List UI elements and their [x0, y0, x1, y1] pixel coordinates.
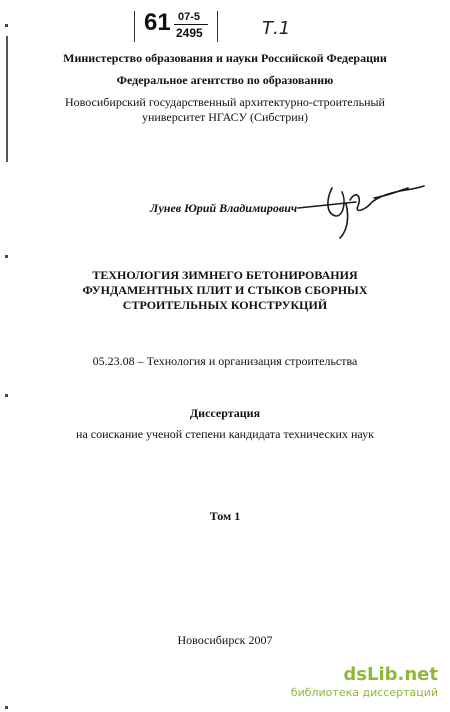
dslib-watermark — [290, 664, 442, 704]
handwritten-signature — [296, 180, 426, 240]
specialty-code: 05.23.08 – Технология и организация строительства — [92, 354, 358, 368]
work-type: Диссертация — [189, 406, 261, 420]
place-and-year: Новосибирск 2007 — [177, 633, 273, 647]
scan-dot — [5, 255, 8, 258]
university-name-line2: университет НГАСУ (Сибстрин) — [141, 110, 309, 124]
watermark-caption: библиотека диссертаций — [290, 686, 438, 699]
volume-label: Том 1 — [209, 509, 241, 523]
handwritten-volume-note: Т.1 — [262, 18, 291, 39]
title-line: СТРОИТЕЛЬНЫХ КОНСТРУКЦИЙ — [122, 298, 328, 312]
stamp-code-bottom: 2495 — [176, 26, 203, 40]
author-name: Лунев Юрий Владимирович — [150, 201, 298, 215]
university-name-line1: Новосибирский государственный архитектурно-строительный — [65, 95, 385, 109]
agency-name: Федеральное агентство по образованию — [116, 73, 334, 87]
degree-sought: на соискание ученой степени кандидата технических наук — [76, 427, 374, 441]
scan-dot — [5, 394, 8, 397]
stamp-divider — [174, 24, 208, 25]
stamp-code-top: 07-5 — [178, 11, 201, 23]
scan-dot — [5, 706, 8, 709]
scan-dot — [5, 24, 8, 27]
title-line: ТЕХНОЛОГИЯ ЗИМНЕГО БЕТОНИРОВАНИЯ — [92, 268, 358, 282]
stamp-number: 61 — [144, 9, 171, 36]
title-line: ФУНДАМЕНТНЫХ ПЛИТ И СТЫКОВ СБОРНЫХ — [82, 283, 368, 297]
ministry-name: Министерство образования и науки Российской Федерации — [63, 51, 387, 65]
watermark-logo: dsLib.net — [343, 664, 438, 685]
dissertation-title — [30, 268, 420, 313]
